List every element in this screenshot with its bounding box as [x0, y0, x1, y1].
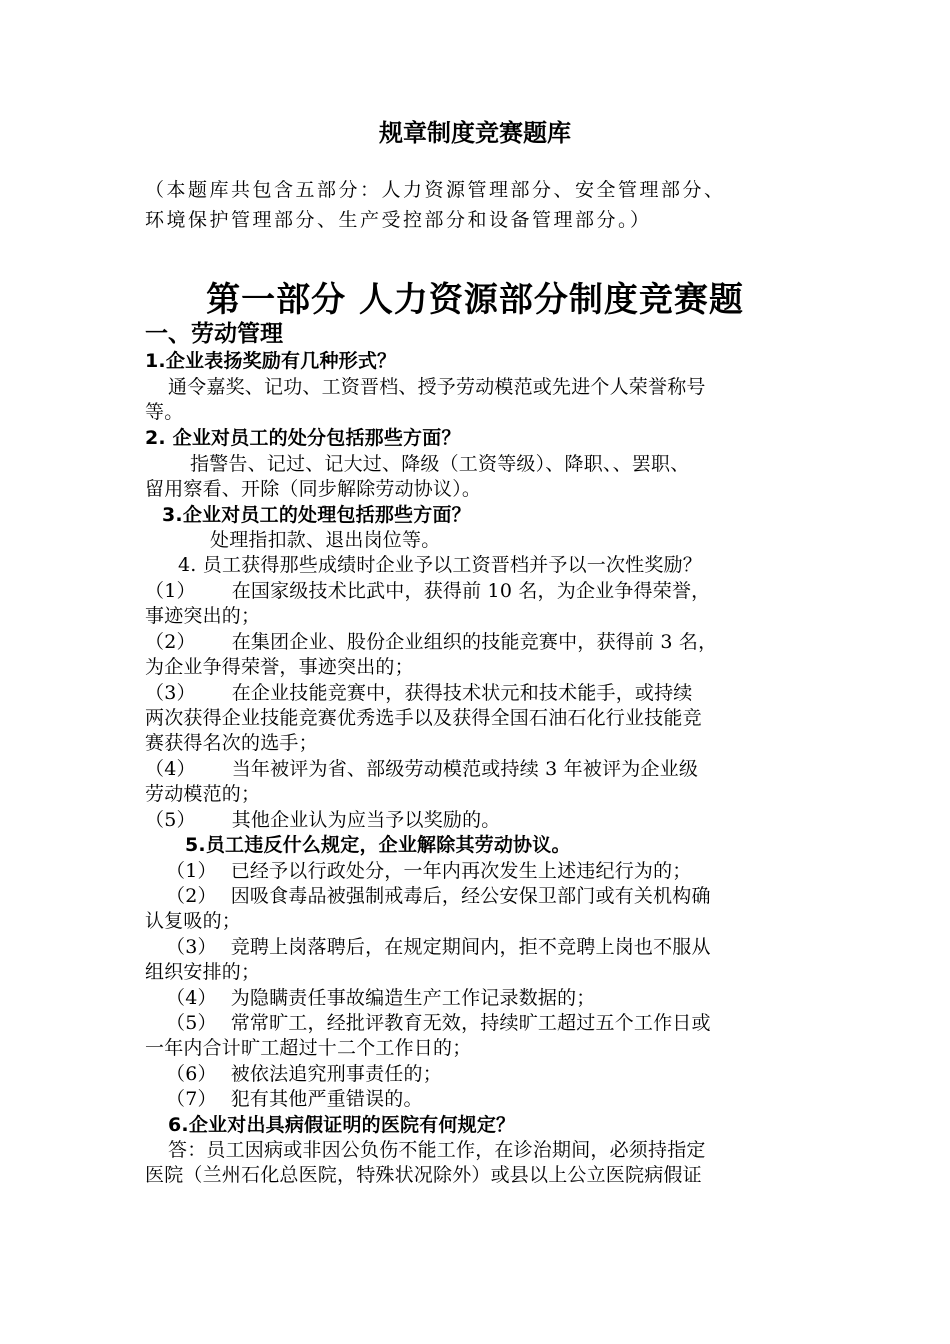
item-text: 为隐瞒责任事故编造生产工作记录数据的；	[230, 987, 596, 1009]
item-continuation: 事迹突出的；	[145, 605, 261, 627]
answer-3-line-1: 处理指扣款、退出岗位等。	[210, 529, 441, 551]
item-number: （4）	[145, 758, 196, 780]
section-title: 一、劳动管理	[145, 321, 283, 347]
list-item	[166, 1011, 711, 1035]
answer-6-line-2: 医院（兰州石化总医院，特殊状况除外）或县以上公立医院病假证	[145, 1164, 702, 1186]
question-3: 3.企业对员工的处理包括那些方面？	[162, 504, 471, 526]
item-text: 当年被评为省、部级劳动模范或持续 3 年被评为企业级	[231, 758, 699, 780]
item-number: （6）	[166, 1063, 217, 1085]
document-title: 规章制度竞赛题库	[379, 119, 571, 147]
item-text: 在集团企业、股份企业组织的技能竞赛中，获得前 3 名，	[231, 631, 718, 653]
item-continuation: 认复吸的；	[145, 910, 242, 932]
answer-6-line-1: 答：员工因病或非因公负伤不能工作，在诊治期间，必须持指定	[168, 1139, 706, 1161]
list-item	[166, 986, 596, 1010]
list-item	[166, 1062, 442, 1086]
item-number: （5）	[166, 1012, 217, 1034]
item-number: （1）	[166, 860, 217, 882]
list-item	[145, 757, 698, 781]
list-item	[145, 681, 693, 705]
item-continuation: 组织安排的；	[145, 961, 261, 983]
item-number: （3）	[145, 682, 196, 704]
item-text: 被依法追究刑事责任的；	[230, 1063, 442, 1085]
item-number: （3）	[166, 936, 217, 958]
item-number: （4）	[166, 987, 217, 1009]
item-continuation: 两次获得企业技能竞赛优秀选手以及获得全国石油石化行业技能竞	[145, 707, 702, 729]
list-item	[145, 579, 710, 603]
item-text: 因吸食毒品被强制戒毒后，经公安保卫部门或有关机构确	[230, 885, 711, 907]
item-number: （5）	[145, 809, 196, 831]
item-continuation: 为企业争得荣誉，事迹突出的；	[145, 656, 414, 678]
item-continuation: 赛获得名次的选手；	[145, 732, 318, 754]
list-item	[145, 808, 501, 832]
list-item	[145, 630, 717, 654]
answer-1-line-1: 通令嘉奖、记功、工资晋档、授予劳动模范或先进个人荣誉称号	[168, 376, 706, 398]
answer-2-line-1: 指警告、记过、记大过、降级（工资等级）、降职、、罢职、	[190, 453, 690, 475]
list-item	[166, 859, 692, 883]
question-4: 4. 员工获得那些成绩时企业予以工资晋档并予以一次性奖励？	[178, 554, 702, 576]
question-1: 1.企业表扬奖励有几种形式？	[145, 350, 397, 372]
intro-line-1: （本题库共包含五部分：人力资源管理部分、安全管理部分、	[145, 179, 726, 201]
item-number: （2）	[166, 885, 217, 907]
item-text: 在国家级技术比武中，获得前 10 名，为企业争得荣誉，	[231, 580, 711, 602]
item-number: （2）	[145, 631, 196, 653]
item-text: 竞聘上岗落聘后，在规定期间内，拒不竞聘上岗也不服从	[230, 936, 711, 958]
item-text: 犯有其他严重错误的。	[230, 1088, 423, 1110]
question-6: 6.企业对出具病假证明的医院有何规定？	[168, 1114, 516, 1136]
intro-line-2: 环境保护管理部分、生产受控部分和设备管理部分。）	[145, 209, 652, 231]
question-5: 5.员工违反什么规定，企业解除其劳动协议。	[185, 834, 571, 856]
item-number: （1）	[145, 580, 196, 602]
list-item	[166, 884, 711, 908]
item-number: （7）	[166, 1088, 217, 1110]
list-item	[166, 1087, 423, 1111]
item-text: 已经予以行政处分，一年内再次发生上述违纪行为的；	[230, 860, 692, 882]
part-title: 第一部分 人力资源部分制度竞赛题	[206, 280, 744, 320]
list-item	[166, 935, 711, 959]
question-2: 2. 企业对员工的处分包括那些方面？	[145, 427, 461, 449]
answer-1-line-2: 等。	[145, 401, 184, 423]
item-text: 其他企业认为应当予以奖励的。	[231, 809, 501, 831]
item-continuation: 一年内合计旷工超过十二个工作日的；	[145, 1037, 472, 1059]
item-continuation: 劳动模范的；	[145, 783, 261, 805]
answer-2-line-2: 留用察看、开除（同步解除劳动协议）。	[145, 478, 482, 500]
item-text: 在企业技能竞赛中，获得技术状元和技术能手，或持续	[231, 682, 693, 704]
item-text: 常常旷工，经批评教育无效，持续旷工超过五个工作日或	[230, 1012, 711, 1034]
